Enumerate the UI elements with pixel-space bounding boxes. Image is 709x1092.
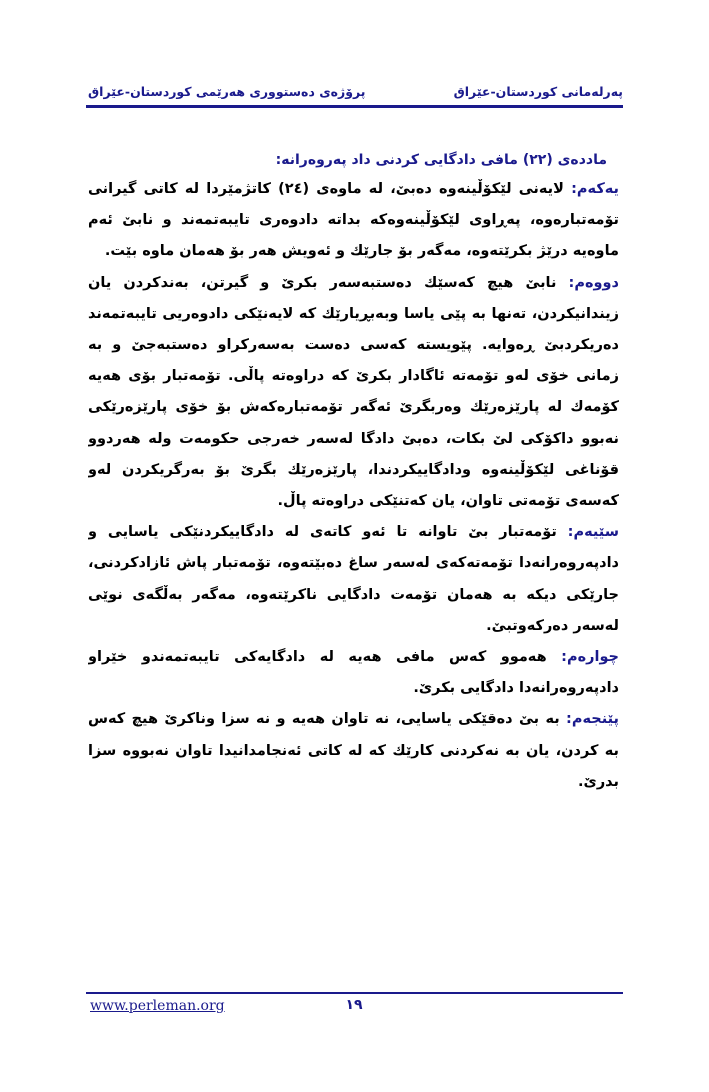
paragraph-third xyxy=(88,517,619,642)
paragraph-fourth xyxy=(88,642,619,704)
paragraph-fifth xyxy=(88,704,619,798)
page-header xyxy=(88,80,623,102)
paragraph-second xyxy=(88,268,619,518)
paragraph-first xyxy=(88,174,619,268)
header-parliament-title: پەرلەمانی کوردستان-عێراق xyxy=(453,83,623,99)
paragraph-keyword: پێنجەم: xyxy=(566,711,619,728)
paragraph-keyword: سێیەم: xyxy=(567,524,619,541)
article-title: ماددەی (٢٢) مافی دادگایی کردنی داد پەروەرانە: xyxy=(275,152,607,168)
paragraph-text: تۆمەتبار بێ تاوانە تا ئەو کاتەی لە دادگاییکردنێکی یاسایی و دادپەروەرانەدا تۆمەتەکەی لەسەر ساغ دەبێتەوە، تۆمەتبار پاش ئازادکردنی، جارێکی دیکە بە هەمان تۆمەت دادگایی ناکرێتەوە، مەگەر بەڵگەی نوێی لەسەر دەرکەوتبێ. xyxy=(88,524,619,634)
paragraph-keyword: یەکەم: xyxy=(571,181,619,197)
paragraph-text: نابێ هیچ کەسێك دەستبەسەر بکرێ و گیرتن، بەندکردن یان زیندانیکردن، تەنها بە پێی یاسا وبەبڕیارێك کە لایەنێکی دادوەریی تایبەتمەند دەریکردبێ ڕەوایە. پێویستە کەسی دەست بەسەرکراو دەستبەجێ و بە زمانی خۆی لەو تۆمەتە ئاگادار بکرێ کە دراوەتە پاڵی. تۆمەتبار بۆی هەیە کۆمەك لە پارێزەرێك وەربگرێ ئەگەر تۆمەتبارەکەش بۆ خۆی پارێزەرێکی نەبوو داکۆکی لێ بکات، دەبێ دادگا لەسەر خەرجی حکومەت ولە هەردوو قۆناغی لێکۆڵینەوە ودادگاییکردندا، پارێزەرێك بگرێ بۆ بەرگریکردن لەو کەسەی تۆمەتی تاوان، یان کەتنێکی دراوەتە پاڵ. xyxy=(88,274,619,510)
footer-website-link[interactable]: www.perleman.org xyxy=(90,998,225,1014)
paragraph-keyword: چوارەم: xyxy=(561,649,619,666)
header-divider xyxy=(86,105,623,108)
header-constitution-title: پرۆژەی دەستووری هەرێمی کوردستان-عێراق xyxy=(88,83,366,99)
page-number: ١٩ xyxy=(345,997,363,1013)
paragraph-text: هەموو کەس مافی هەیە لە دادگایەکی تایبەتمەندو خێراو دادپەروەرانەدا دادگایی بکرێ. xyxy=(88,649,619,697)
article-body xyxy=(88,146,619,961)
footer-divider xyxy=(86,992,623,994)
paragraph-text: لایەنی لێکۆڵینەوە دەبێ، لە ماوەی (٢٤) کاتژمێردا لە کاتی گیرانی تۆمەتبارەوە، پەڕاوی لێکۆڵینەوەکە بداتە دادوەری تایبەتمەند و نابێ ئەم ماوەیە درێژ بکرێتەوە، مەگەر بۆ جارێك و ئەویش هەر بۆ هەمان ماوە بێت. xyxy=(88,181,619,260)
paragraph-keyword: دووەم: xyxy=(568,274,619,291)
paragraph-text: بە بێ دەقێکی یاسایی، نە تاوان هەیە و نە سزا وناکرێ هیچ کەس بە کردن، یان بە نەکردنی کارێك کە لە کاتی ئەنجامدانیدا تاوان نەبووە سزا بدرێ. xyxy=(88,711,619,790)
